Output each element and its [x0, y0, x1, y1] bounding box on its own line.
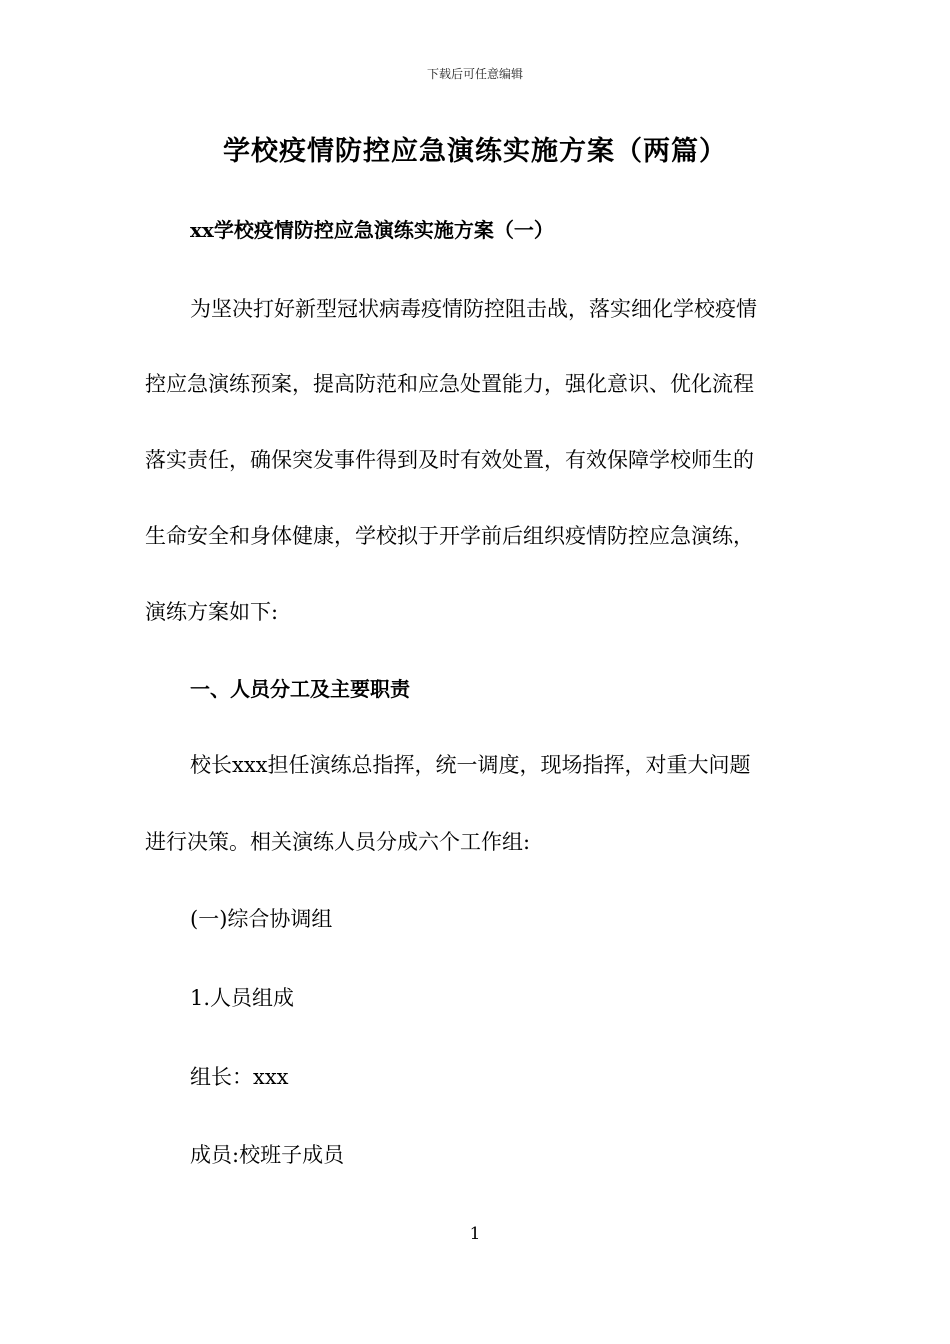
section1-heading: 一、人员分工及主要职责 [190, 677, 410, 701]
intro-line-4: 生命安全和身体健康，学校拟于开学前后组织疫情防控应急演练， [145, 524, 754, 548]
document-subtitle: xx学校疫情防控应急演练实施方案（一） [190, 218, 554, 242]
group1-title: (一)综合协调组 [190, 907, 333, 931]
section1-line-2: 进行决策。相关演练人员分成六个工作组: [145, 830, 531, 854]
intro-line-5: 演练方案如下: [145, 600, 279, 624]
intro-line-2: 控应急演练预案，提高防范和应急处置能力，强化意识、优化流程 [145, 372, 754, 396]
members-line: 成员:校班子成员 [190, 1143, 345, 1167]
intro-line-1: 为坚决打好新型冠状病毒疫情防控阻击战，落实细化学校疫情 [190, 297, 757, 321]
header-note: 下载后可任意编辑 [426, 67, 523, 81]
document-title: 学校疫情防控应急演练实施方案（两篇） [223, 136, 727, 167]
intro-line-3: 落实责任，确保突发事件得到及时有效处置，有效保障学校师生的 [145, 448, 754, 472]
page-number: 1 [469, 1224, 481, 1244]
item1-title: 1.人员组成 [190, 986, 295, 1010]
leader-line: 组长：xxx [190, 1065, 289, 1089]
section1-line-1: 校长xxx担任演练总指挥，统一调度，现场指挥，对重大问题 [190, 753, 751, 777]
